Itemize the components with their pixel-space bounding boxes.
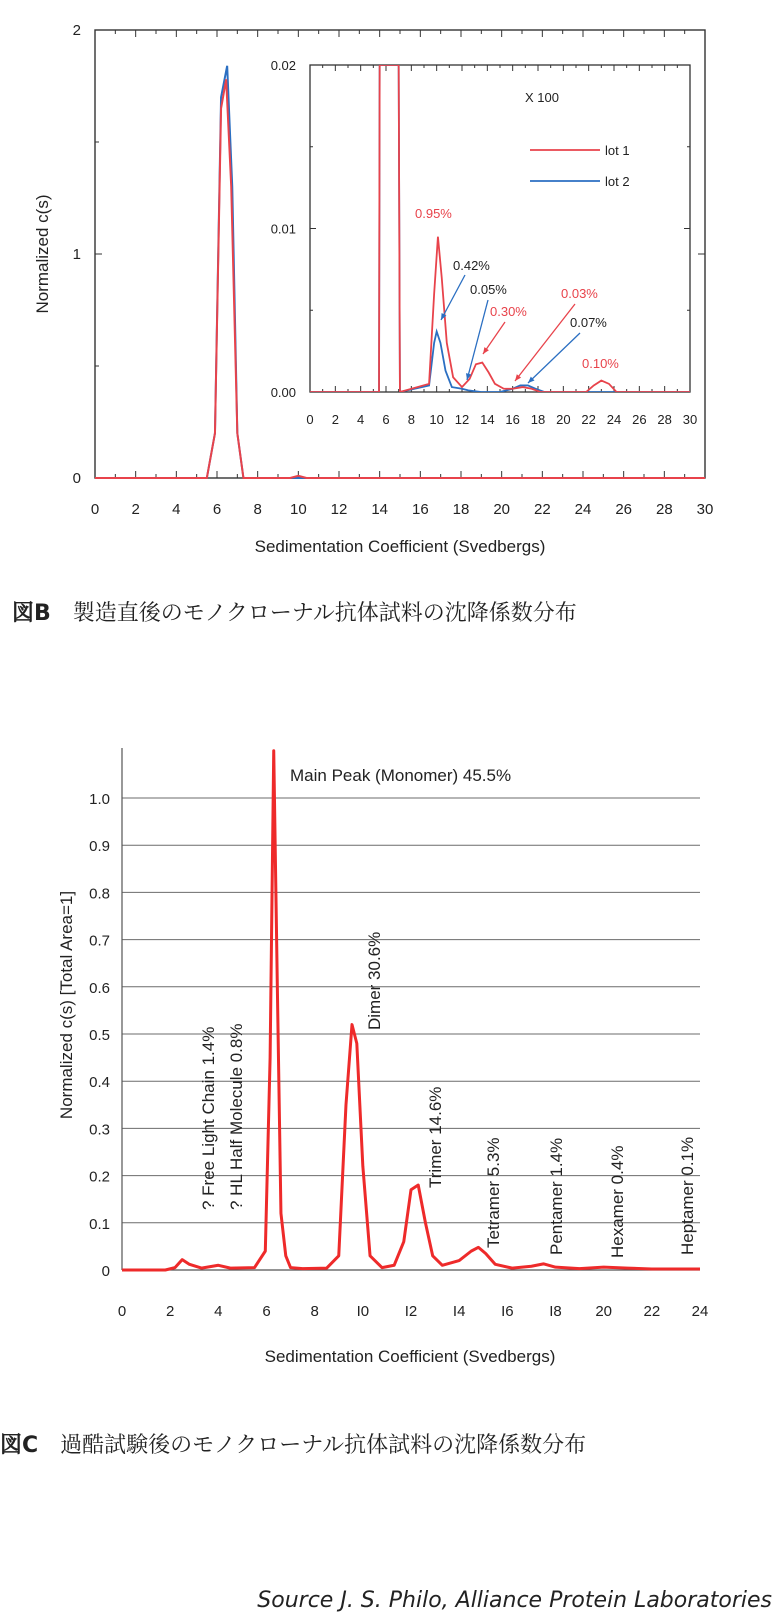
figc-main-peak-label: Main Peak (Monomer) 45.5% bbox=[290, 766, 512, 785]
figb-x-tick-label: 20 bbox=[493, 501, 511, 518]
figc-peak-annotation: ? HL Half Molecule 0.8% bbox=[227, 1023, 246, 1210]
figc-x-tick-label: I8 bbox=[549, 1303, 562, 1320]
figb-annotation-label: 0.07% bbox=[570, 315, 607, 330]
figc-y-tick-label: 0 bbox=[101, 1263, 110, 1280]
source-credit: Source J. S. Philo, Alliance Protein Laboratories bbox=[257, 1588, 772, 1613]
figc-y-tick-label: 0.6 bbox=[89, 979, 110, 997]
figc-x-tick-label: 20 bbox=[595, 1303, 613, 1320]
figb-y-tick-label: 1 bbox=[72, 246, 81, 263]
figb-x-tick-label: 26 bbox=[615, 501, 633, 518]
figure-c-caption-label: 図C bbox=[0, 1433, 39, 1458]
figc-y-tick-label: 0.2 bbox=[89, 1168, 110, 1186]
figb-x-tick-label: 22 bbox=[533, 501, 551, 518]
figb-inset-x-tick-label: 6 bbox=[382, 412, 390, 427]
figb-annotation-label: 0.05% bbox=[470, 282, 507, 297]
figure-c-caption-text: 過酷試験後のモノクローナル抗体試料の沈降係数分布 bbox=[60, 1433, 587, 1458]
figb-inset-x-tick-label: 10 bbox=[429, 412, 444, 427]
figb-legend-label-lot-1: lot 1 bbox=[605, 143, 630, 158]
figc-x-tick-label: I2 bbox=[404, 1303, 418, 1320]
figb-inset-y-tick-label: 0.00 bbox=[270, 385, 296, 400]
figure-b-caption-text: 製造直後のモノクローナル抗体試料の沈降係数分布 bbox=[72, 601, 577, 626]
figb-inset-x-tick-label: 26 bbox=[632, 412, 647, 427]
figc-x-tick-label: 0 bbox=[117, 1303, 127, 1320]
figc-x-tick-label: I6 bbox=[501, 1303, 514, 1320]
figc-y-tick-label: 0.4 bbox=[89, 1074, 110, 1092]
figb-x-tick-label: 6 bbox=[212, 501, 222, 518]
figb-x-tick-label: 30 bbox=[696, 501, 714, 518]
figb-x-tick-label: 28 bbox=[655, 501, 673, 518]
figb-inset-x-tick-label: 4 bbox=[357, 412, 365, 427]
figure-b-caption-label: 図B bbox=[12, 601, 51, 626]
figc-x-tick-label: I0 bbox=[356, 1303, 370, 1320]
figb-x-tick-label: 14 bbox=[371, 501, 389, 518]
figb-inset-scale-note: X 100 bbox=[525, 90, 559, 105]
figb-y-tick-label: 0 bbox=[72, 470, 81, 487]
figc-peak-annotation: Heptamer 0.1% bbox=[678, 1136, 697, 1255]
figb-x-tick-label: 18 bbox=[452, 501, 470, 518]
figc-x-tick-label: I4 bbox=[452, 1303, 466, 1320]
figc-x-tick-label: 6 bbox=[262, 1303, 271, 1320]
figb-inset-x-tick-label: 8 bbox=[407, 412, 415, 427]
figc-y-tick-label: 0.7 bbox=[89, 932, 110, 950]
figc-y-tick-label: 0.1 bbox=[89, 1215, 110, 1233]
figb-x-axis-label: Sedimentation Coefficient (Svedbergs) bbox=[254, 537, 546, 556]
figb-y-axis-label: Normalized c(s) bbox=[33, 194, 52, 314]
figb-annotation-label: 0.30% bbox=[490, 304, 527, 319]
figb-inset-y-tick-label: 0.01 bbox=[270, 221, 296, 237]
figb-x-tick-label: 4 bbox=[172, 501, 181, 518]
figb-x-tick-label: 10 bbox=[289, 501, 307, 518]
figc-x-tick-label: 22 bbox=[643, 1303, 661, 1320]
figb-inset-x-tick-label: 22 bbox=[581, 412, 596, 427]
figb-inset-x-tick-label: 28 bbox=[657, 412, 672, 427]
figb-inset-x-tick-label: 18 bbox=[530, 412, 546, 427]
figb-x-tick-label: 0 bbox=[90, 501, 100, 518]
figc-x-tick-label: 2 bbox=[165, 1303, 175, 1320]
figb-x-tick-label: 16 bbox=[411, 501, 429, 518]
figb-y-tick-label: 2 bbox=[72, 22, 81, 39]
figb-inset-x-tick-label: 30 bbox=[682, 412, 698, 427]
figb-inset-y-tick-label: 0.02 bbox=[270, 58, 296, 73]
figc-peak-annotation: ? Free Light Chain 1.4% bbox=[199, 1026, 218, 1210]
figb-annotation-label: 0.95% bbox=[415, 206, 452, 221]
figc-x-tick-label: 24 bbox=[691, 1303, 709, 1320]
figb-inset-x-tick-label: 16 bbox=[505, 412, 520, 427]
figb-annotation-label: 0.42% bbox=[453, 258, 490, 273]
figb-inset-x-tick-label: 14 bbox=[480, 412, 495, 427]
figc-x-tick-label: 4 bbox=[214, 1303, 223, 1320]
figb-inset-x-tick-label: 24 bbox=[606, 412, 622, 427]
figb-x-tick-label: 24 bbox=[574, 501, 592, 518]
figb-inset-x-tick-label: 2 bbox=[331, 412, 339, 427]
figc-y-tick-label: 0.8 bbox=[89, 885, 110, 903]
figb-legend-label-lot-2: lot 2 bbox=[605, 174, 630, 189]
figc-peak-annotation: Dimer 30.6% bbox=[365, 931, 384, 1030]
figb-x-tick-label: 2 bbox=[131, 501, 140, 518]
figc-peak-annotation: Hexamer 0.4% bbox=[608, 1145, 627, 1258]
figb-x-tick-label: 8 bbox=[253, 501, 262, 518]
figc-y-axis-label: Normalized c(s) [Total Area=1] bbox=[57, 890, 76, 1120]
figb-inset-x-tick-label: 12 bbox=[454, 412, 470, 427]
figb-annotation-label: 0.03% bbox=[561, 286, 598, 301]
figb-inset-x-tick-label: 0 bbox=[306, 412, 314, 427]
figc-y-tick-label: 0.5 bbox=[89, 1027, 110, 1044]
figb-annotation-label: 0.10% bbox=[582, 356, 619, 371]
figb-inset-x-tick-label: 20 bbox=[556, 412, 571, 427]
figc-peak-annotation: Trimer 14.6% bbox=[426, 1086, 445, 1188]
figure-b-caption bbox=[12, 596, 577, 627]
figc-plot bbox=[57, 748, 708, 1366]
figc-y-tick-label: 0.9 bbox=[89, 838, 110, 856]
figure-c-caption bbox=[0, 1428, 586, 1459]
figb-x-tick-label: 12 bbox=[330, 501, 348, 518]
figc-peak-annotation: Tetramer 5.3% bbox=[484, 1137, 503, 1248]
figc-x-axis-label: Sedimentation Coefficient (Svedbergs) bbox=[264, 1347, 556, 1366]
figc-x-tick-label: 8 bbox=[310, 1303, 319, 1320]
figc-peak-annotation: Pentamer 1.4% bbox=[547, 1137, 566, 1255]
figc-y-tick-label: 1.0 bbox=[89, 791, 110, 808]
figc-y-tick-label: 0.3 bbox=[89, 1121, 110, 1139]
